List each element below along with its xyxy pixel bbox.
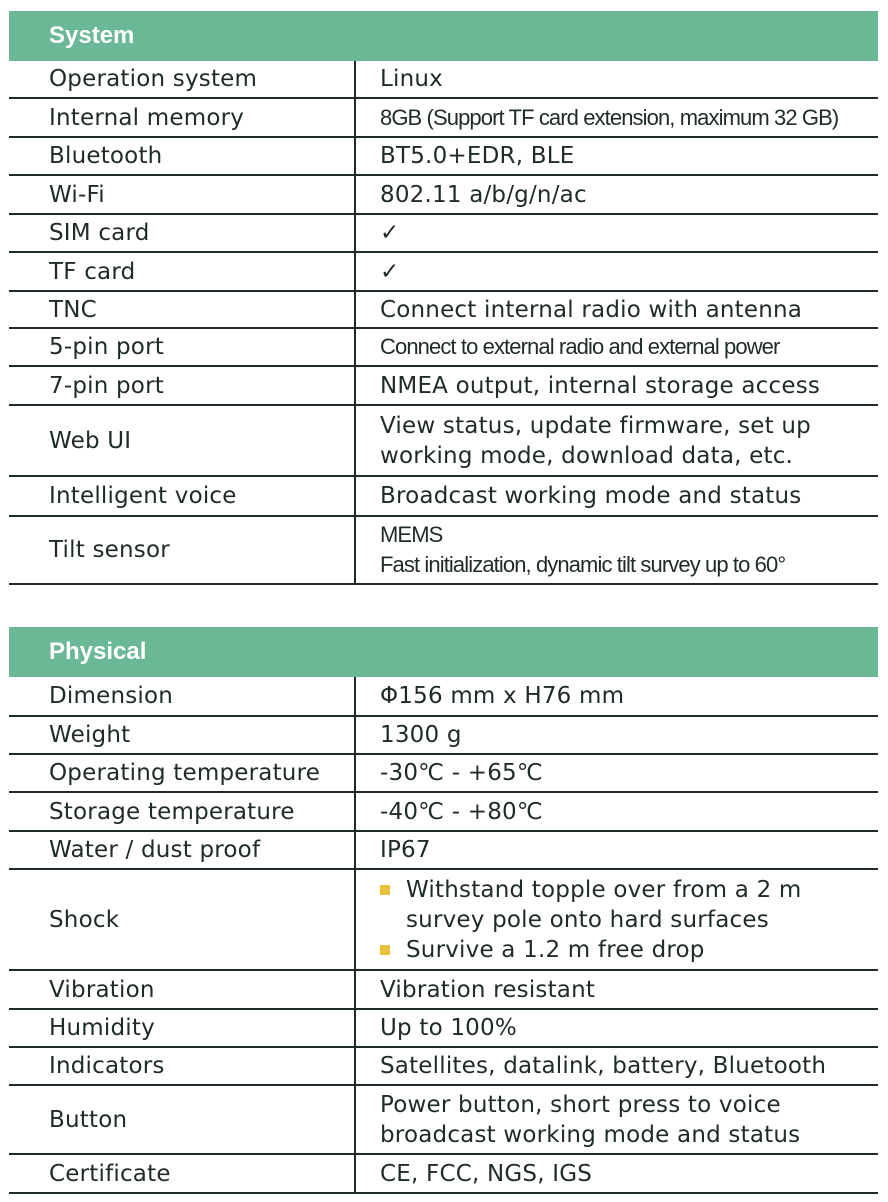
spec-value-line: MEMS bbox=[380, 522, 443, 547]
spec-row-dimension bbox=[9, 677, 878, 717]
spec-row-5-pin-port bbox=[9, 329, 878, 367]
spec-value bbox=[356, 406, 878, 475]
spec-value: BT5.0+EDR, BLE bbox=[380, 143, 575, 169]
spec-label: Storage temperature bbox=[9, 793, 356, 830]
spec-label: Operation system bbox=[9, 61, 356, 97]
spec-label: Indicators bbox=[9, 1048, 356, 1084]
bullet-text: Withstand topple over from a 2 m bbox=[406, 876, 802, 903]
spec-row-intelligent-voice bbox=[9, 477, 878, 517]
spec-value: Broadcast working mode and status bbox=[380, 483, 802, 509]
spec-label: Bluetooth bbox=[9, 138, 356, 174]
spec-label: Vibration bbox=[9, 971, 356, 1008]
spec-value: 802.11 a/b/g/n/ac bbox=[380, 181, 587, 208]
check-icon: ✓ bbox=[380, 220, 400, 246]
spec-label: Wi-Fi bbox=[9, 176, 356, 213]
spec-label: TF card bbox=[9, 253, 356, 290]
spec-value-line: Power button, short press to voice bbox=[380, 1091, 781, 1118]
spec-value: Vibration resistant bbox=[380, 976, 596, 1003]
spec-label: Tilt sensor bbox=[9, 517, 356, 583]
system-section bbox=[9, 11, 878, 585]
spec-label: Certificate bbox=[9, 1155, 356, 1192]
spec-row-storage-temperature bbox=[9, 793, 878, 832]
spec-value: Linux bbox=[380, 66, 443, 92]
spec-value: 1300 g bbox=[380, 722, 462, 748]
spec-row-tf-card bbox=[9, 253, 878, 292]
spec-value: CE, FCC, NGS, IGS bbox=[380, 1160, 593, 1187]
spec-label: Internal memory bbox=[9, 99, 356, 136]
spec-value bbox=[356, 517, 878, 583]
bullet-item-continuation bbox=[380, 905, 878, 935]
spec-value-line: Fast initialization, dynamic tilt survey up to 60° bbox=[380, 552, 786, 577]
spec-row-certificate bbox=[9, 1155, 878, 1194]
spec-row-7-pin-port bbox=[9, 367, 878, 406]
section-header-system: System bbox=[9, 11, 878, 61]
spec-label: Humidity bbox=[9, 1010, 356, 1046]
spec-value bbox=[356, 870, 878, 969]
spec-row-button bbox=[9, 1086, 878, 1155]
physical-section bbox=[9, 627, 878, 1194]
spec-value-line: View status, update firmware, set up bbox=[380, 412, 811, 439]
bullet-text: survey pole onto hard surfaces bbox=[406, 906, 769, 933]
check-icon: ✓ bbox=[380, 258, 400, 285]
spec-row-indicators bbox=[9, 1048, 878, 1086]
spec-value: Up to 100% bbox=[380, 1015, 517, 1041]
spec-label: Shock bbox=[9, 870, 356, 969]
spec-value: IP67 bbox=[380, 837, 431, 863]
spec-row-tnc bbox=[9, 292, 878, 329]
spec-value: Connect to external radio and external power bbox=[380, 334, 780, 359]
spec-label: Button bbox=[9, 1086, 356, 1153]
bullet-item bbox=[380, 935, 878, 965]
spec-row-weight bbox=[9, 717, 878, 755]
bullet-square-icon bbox=[380, 945, 390, 955]
spec-label: Web UI bbox=[9, 406, 356, 475]
spec-row-vibration bbox=[9, 971, 878, 1010]
spec-value bbox=[356, 1086, 878, 1153]
section-header-physical: Physical bbox=[9, 627, 878, 677]
spec-row-operating-temperature bbox=[9, 755, 878, 793]
spec-label: 7-pin port bbox=[9, 367, 356, 404]
spec-value-line: working mode, download data, etc. bbox=[380, 442, 794, 469]
spec-label: Intelligent voice bbox=[9, 477, 356, 515]
spec-row-web-ui bbox=[9, 406, 878, 477]
spec-value: -30℃ - +65℃ bbox=[380, 760, 543, 786]
spec-row-sim-card bbox=[9, 215, 878, 253]
spec-value: Φ156 mm x H76 mm bbox=[380, 683, 625, 709]
spec-value-line: broadcast working mode and status bbox=[380, 1121, 801, 1148]
spec-value: Satellites, datalink, battery, Bluetooth bbox=[380, 1053, 827, 1079]
spec-value: NMEA output, internal storage access bbox=[380, 372, 821, 399]
bullet-text: Survive a 1.2 m free drop bbox=[406, 936, 705, 963]
spec-label: Operating temperature bbox=[9, 755, 356, 791]
spec-label: Dimension bbox=[9, 677, 356, 715]
spec-value: Connect internal radio with antenna bbox=[380, 296, 803, 323]
spec-row-internal-memory bbox=[9, 99, 878, 138]
spec-label: Weight bbox=[9, 717, 356, 753]
spec-row-operation-system bbox=[9, 61, 878, 99]
spec-row-wifi bbox=[9, 176, 878, 215]
spec-label: TNC bbox=[9, 292, 356, 327]
spec-row-water-dust-proof bbox=[9, 832, 878, 870]
spec-label: SIM card bbox=[9, 215, 356, 251]
spec-row-bluetooth bbox=[9, 138, 878, 176]
bullet-item bbox=[380, 875, 878, 905]
bullet-square-icon bbox=[380, 885, 390, 895]
spec-row-humidity bbox=[9, 1010, 878, 1048]
spec-label: Water / dust proof bbox=[9, 832, 356, 868]
spec-row-shock bbox=[9, 870, 878, 971]
spec-value: -40℃ - +80℃ bbox=[380, 798, 543, 825]
spec-value: 8GB (Support TF card extension, maximum 32 GB) bbox=[380, 104, 839, 130]
spec-row-tilt-sensor bbox=[9, 517, 878, 585]
spec-label: 5-pin port bbox=[9, 329, 356, 365]
